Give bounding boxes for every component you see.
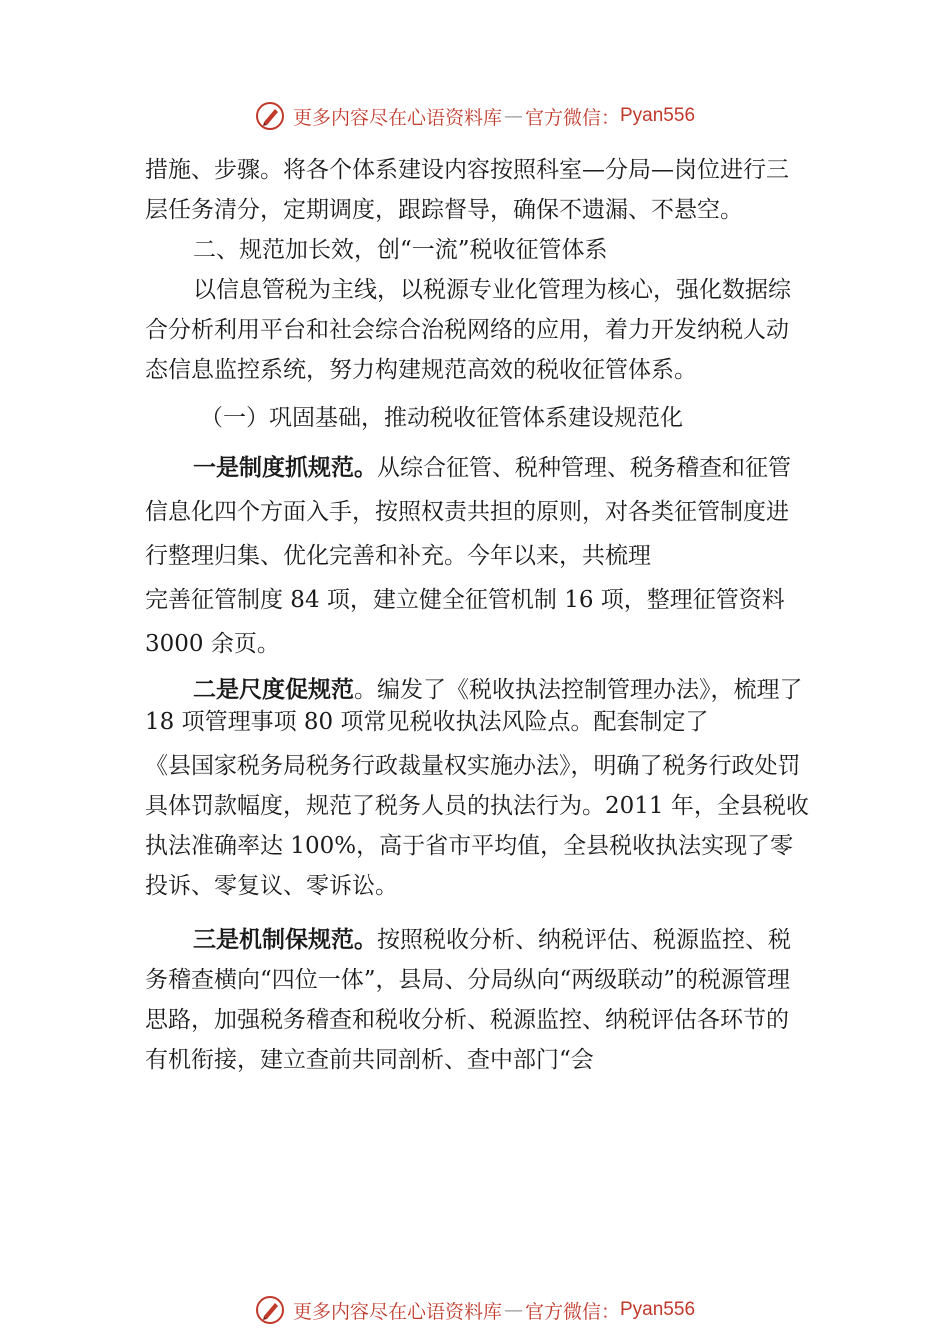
pen-seal-icon [255, 101, 285, 131]
watermark-footer [0, 1290, 950, 1330]
paragraph-scale-text: 。编发了《税收执法控制管理办法》，梳理了 18 项管理事项 80 项常见税收执法风险点。配套制定了 [145, 677, 803, 735]
watermark-account: Pyan556 [620, 1299, 696, 1320]
watermark-header [0, 96, 950, 136]
subsection-heading-1: （一）巩固基础，推动税收征管体系建设规范化 [200, 405, 683, 431]
paragraph-scale-b: 《县国家税务局税务行政裁量权实施办法》，明确了税务行政处罚具体罚款幅度，规范了税务人员的执法行为。2011 年，全县税收执法准确率达 100%，高于省市平均值，全县税收执法实现了零投诉、零复议、零诉讼。 [145, 753, 809, 899]
pen-seal-icon [255, 1295, 285, 1325]
bold-lead-2: 二是尺度促规范 [193, 677, 354, 703]
watermark-channel: 官方微信： [524, 106, 620, 129]
paragraph-system-a [145, 446, 810, 578]
paragraph-system-text: 从综合征管、税种管理、税务稽查和征管信息化四个方面入手，按照权责共担的原则，对各类征管制度进行整理归集、优化完善和补充。今年以来，共梳理 [145, 455, 791, 569]
bold-lead-3: 三是机制保规范。 [193, 927, 377, 953]
bold-lead-1: 一是制度抓规范。 [193, 455, 377, 481]
paragraph-scale-a [145, 674, 810, 738]
watermark-account: Pyan556 [620, 105, 696, 126]
watermark-brand: 更多内容尽在心语资料库 [292, 1300, 502, 1323]
paragraph-measures: 措施、步骤。将各个体系建设内容按照科室—分局—岗位进行三层任务清分，定期调度，跟踪督导，确保不遗漏、不悬空。 [145, 157, 789, 223]
paragraph-mechanism-text: 按照税收分析、纳税评估、税源监控、税务稽查横向“四位一体”，县局、分局纵向“两级联动”的税源管理思路，加强税务稽查和税收分析、税源监控、纳税评估各环节的有机衔接，建立查前共同剖析、查中部门“会 [145, 927, 791, 1073]
paragraph-scale-block [145, 674, 810, 738]
watermark-brand: 更多内容尽在心语资料库 [292, 106, 502, 129]
watermark-dash: — [503, 1299, 523, 1321]
paragraph-mechanism [145, 920, 810, 1080]
section-heading-2: 二、规范加长效，创“一流”税收征管体系 [193, 237, 608, 263]
paragraph-info-tax: 以信息管税为主线，以税源专业化管理为核心，强化数据综合分析利用平台和社会综合治税网络的应用，着力开发纳税人动态信息监控系统，努力构建规范高效的税收征管体系。 [145, 277, 791, 383]
watermark-channel: 官方微信： [524, 1300, 620, 1323]
paragraph-system-block [145, 446, 810, 666]
document-body [145, 150, 810, 1080]
paragraph-system-b: 完善征管制度 84 项，建立健全征管机制 16 项，整理征管资料 3000 余页。 [145, 587, 785, 657]
watermark-dash: — [503, 105, 523, 127]
